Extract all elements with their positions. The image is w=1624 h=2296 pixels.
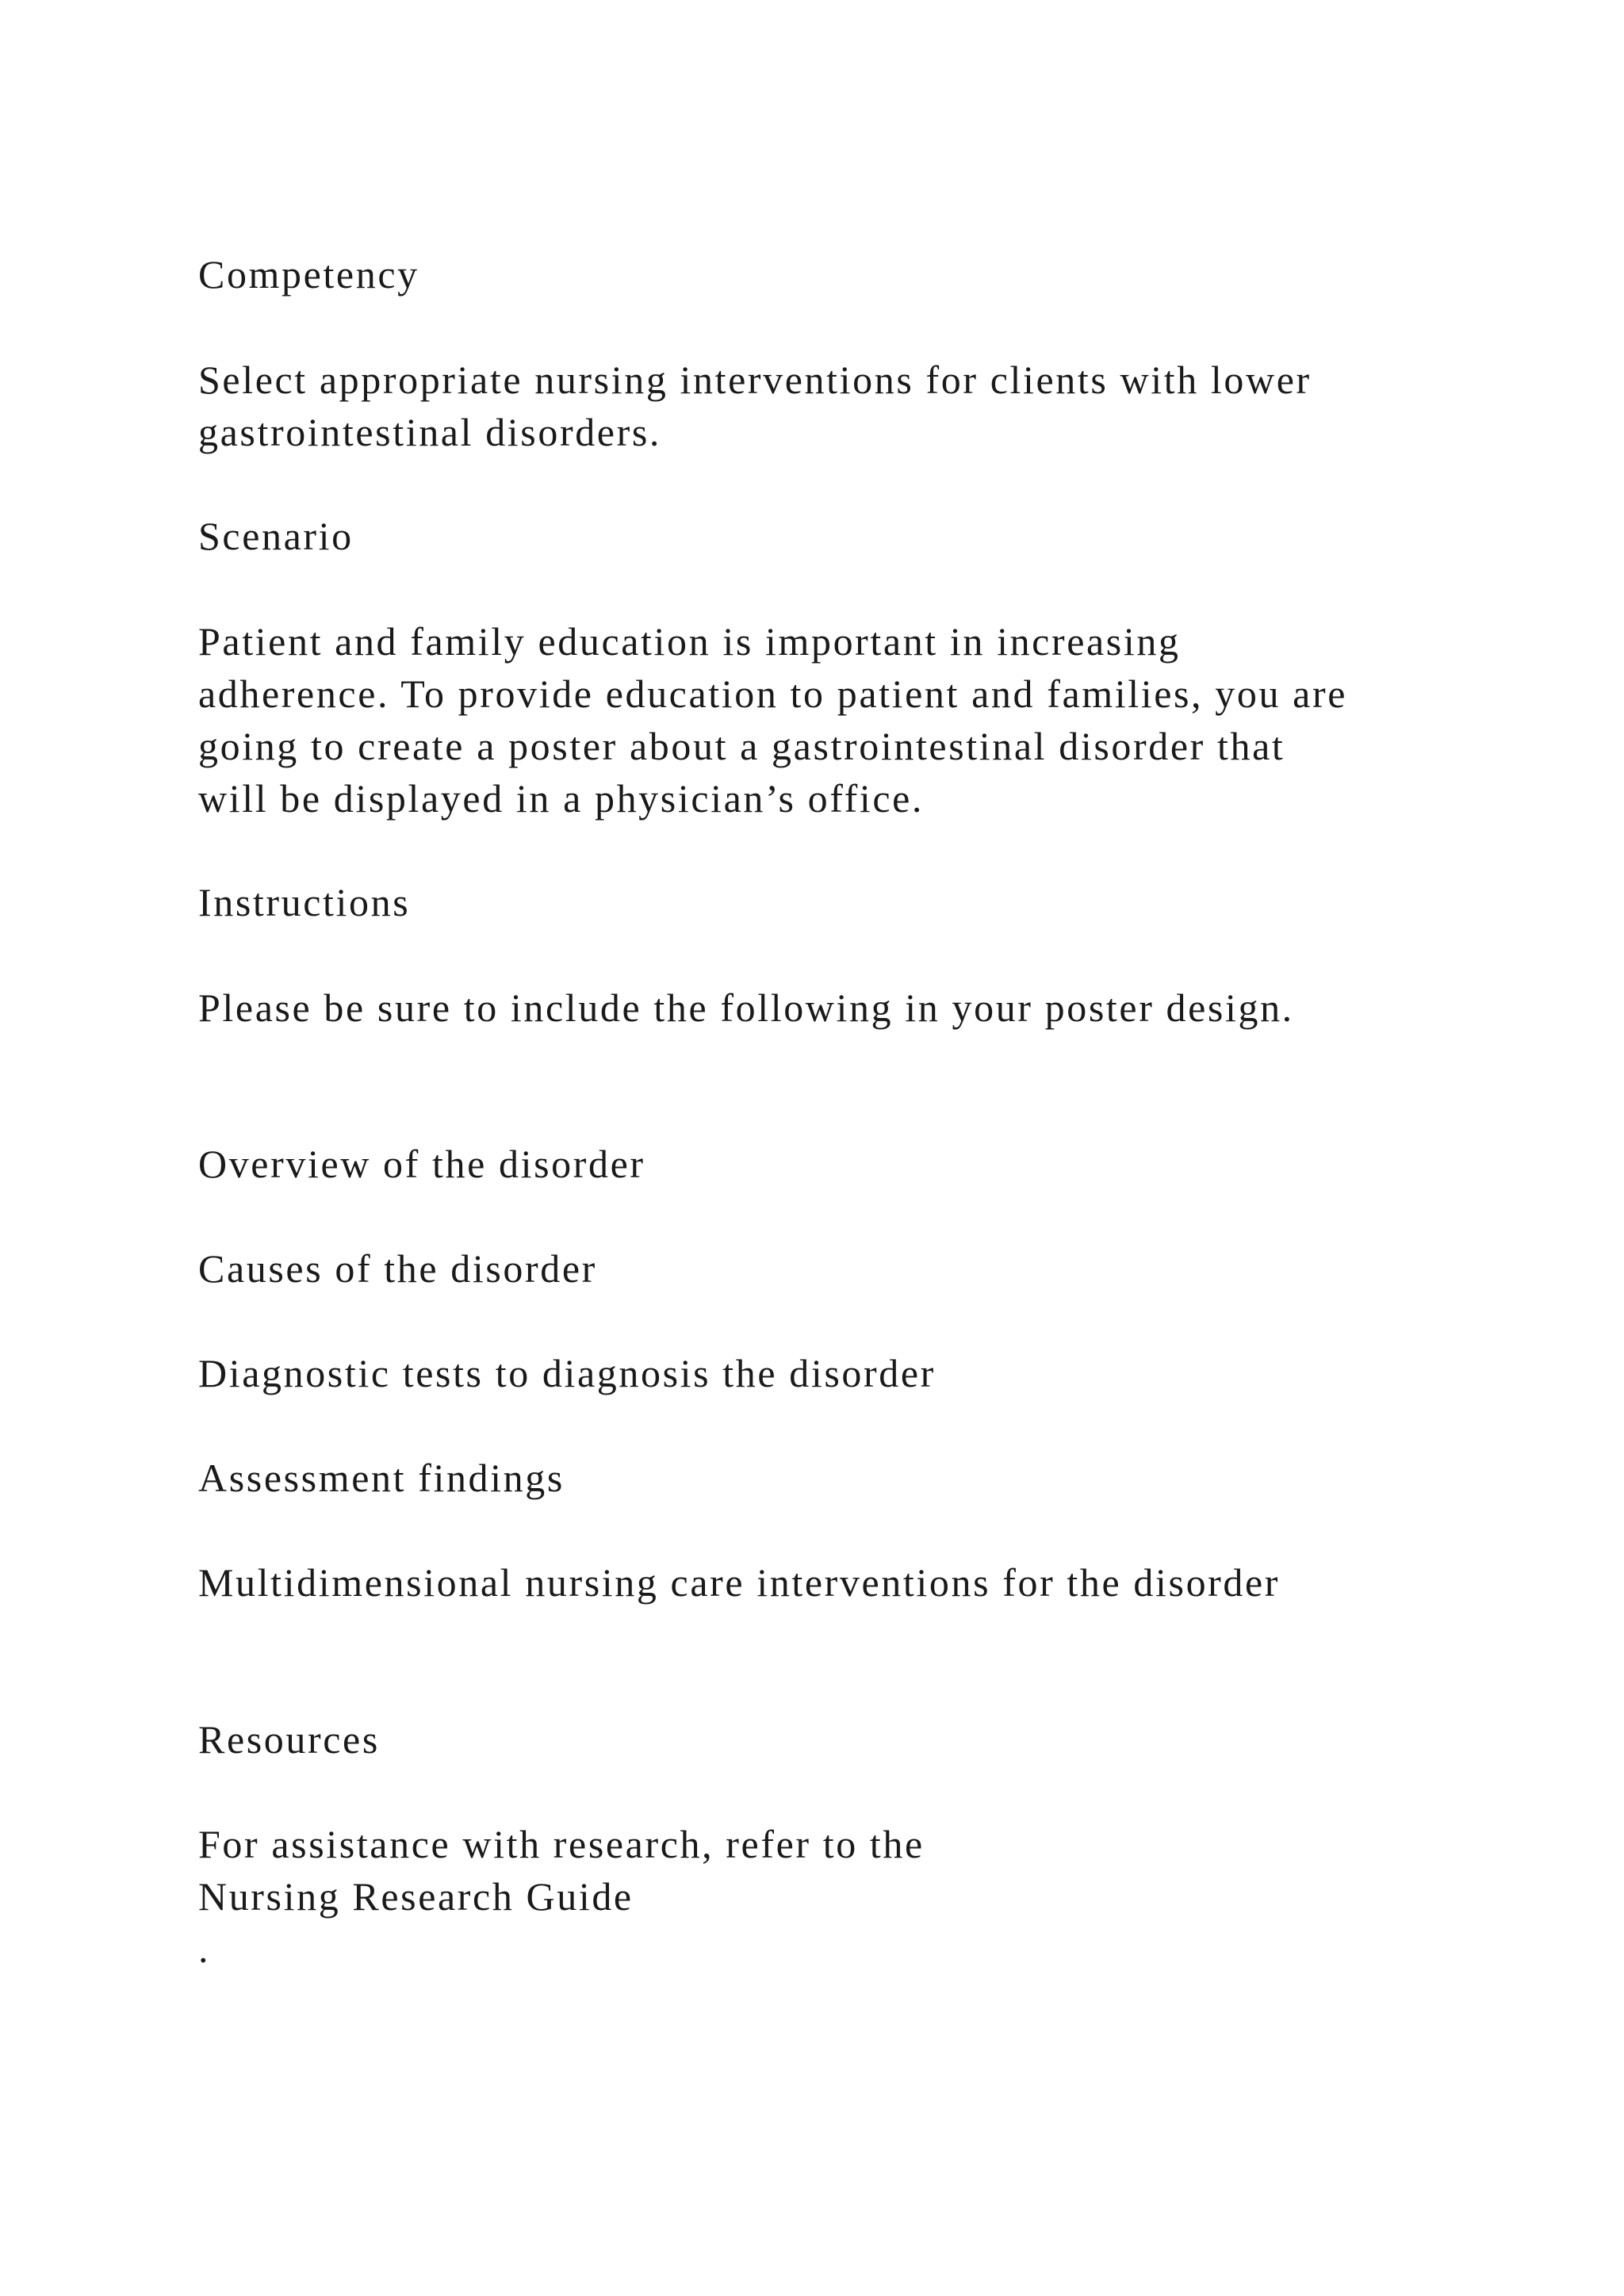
instructions-heading: Instructions [198, 880, 411, 924]
list-item-causes: Causes of the disorder [198, 1246, 597, 1291]
list-item-assessment-findings: Assessment findings [198, 1456, 565, 1500]
scenario-text-line-1: Patient and family education is important in increasing [198, 619, 1181, 664]
list-item-nursing-interventions: Multidimensional nursing care interventions for the disorder [198, 1560, 1281, 1605]
resources-text: For assistance with research, refer to the [198, 1822, 925, 1866]
list-item-diagnostic-tests: Diagnostic tests to diagnosis the disorder [198, 1351, 936, 1395]
scenario-heading: Scenario [198, 514, 354, 558]
instructions-intro: Please be sure to include the following in your poster design. [198, 985, 1294, 1030]
resources-heading: Resources [198, 1717, 380, 1762]
scenario-text-line-4: will be displayed in a physician’s office. [198, 776, 925, 821]
scenario-text-line-3: going to create a poster about a gastrointestinal disorder that [198, 724, 1285, 768]
list-item-overview: Overview of the disorder [198, 1142, 645, 1186]
nursing-research-guide-link[interactable]: Nursing Research Guide [198, 1874, 634, 1919]
competency-heading: Competency [198, 252, 419, 297]
competency-text-line-1: Select appropriate nursing interventions for clients with lower [198, 358, 1312, 402]
competency-text-line-2: gastrointestinal disorders. [198, 410, 661, 454]
resources-trailing-period: . [198, 1927, 211, 1971]
scenario-text-line-2: adherence. To provide education to patient and families, you are [198, 672, 1347, 716]
